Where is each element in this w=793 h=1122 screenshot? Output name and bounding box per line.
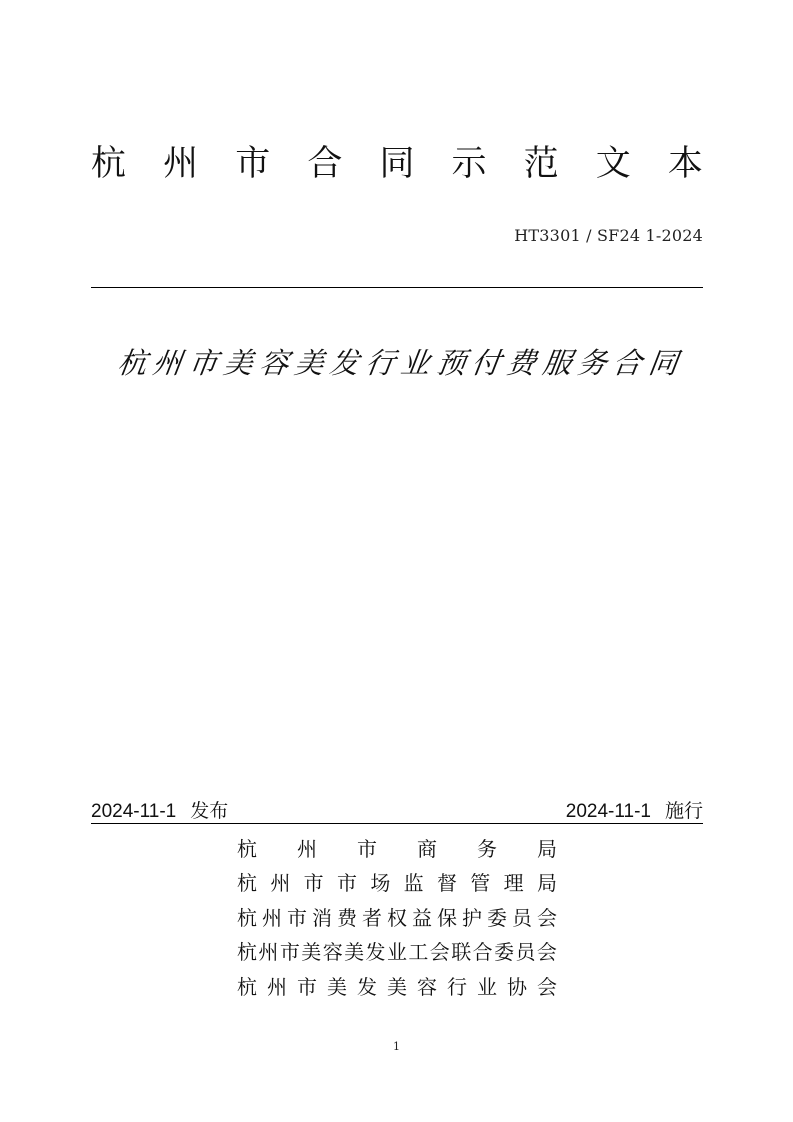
- publish-date: 2024-11-1: [91, 801, 177, 822]
- glyph: 合: [472, 940, 493, 965]
- series-title: [91, 136, 703, 186]
- document-code: HT3301 / SF24 1-2024: [514, 226, 703, 245]
- glyph: 服: [540, 345, 574, 380]
- glyph: 委: [487, 905, 507, 930]
- glyph: 员: [512, 905, 532, 930]
- glyph: 美: [301, 940, 322, 965]
- glyph: 州: [267, 974, 287, 999]
- header-divider: [91, 287, 703, 288]
- glyph: 文: [595, 144, 631, 184]
- glyph: 者: [362, 905, 382, 930]
- glyph: 同: [646, 345, 681, 380]
- glyph: 付: [469, 345, 504, 380]
- glyph: 杭: [237, 905, 257, 930]
- glyph: 州: [270, 871, 291, 896]
- glyph: 会: [537, 974, 557, 999]
- glyph: 州: [258, 940, 279, 965]
- glyph: 容: [256, 345, 291, 380]
- glyph: 市: [235, 144, 271, 184]
- glyph: 杭: [115, 345, 150, 380]
- glyph: 督: [436, 871, 457, 896]
- glyph: 州: [262, 905, 282, 930]
- glyph: 美: [387, 974, 407, 999]
- glyph: 示: [451, 144, 487, 184]
- date-row: [91, 795, 703, 823]
- glyph: 预: [433, 345, 468, 380]
- glyph: 州: [150, 345, 185, 380]
- glyph: 杭: [237, 871, 257, 896]
- issuer-line: [237, 968, 557, 1003]
- issuer-line: [237, 934, 557, 969]
- glyph: 业: [477, 974, 497, 999]
- glyph: 发: [357, 974, 377, 999]
- glyph: 杭: [237, 940, 257, 965]
- glyph: 发: [327, 345, 362, 380]
- glyph: 护: [462, 905, 482, 930]
- glyph: 市: [186, 345, 220, 380]
- glyph: 范: [523, 144, 559, 184]
- glyph: 工: [408, 940, 429, 965]
- glyph: 会: [537, 905, 557, 930]
- glyph: 市: [357, 836, 377, 861]
- glyph: 市: [336, 871, 357, 896]
- glyph: 州: [163, 144, 199, 184]
- glyph: 本: [667, 144, 703, 184]
- glyph: 场: [370, 871, 391, 896]
- issuer-line: [237, 830, 557, 865]
- glyph: 美: [221, 345, 256, 380]
- effective-date: 2024-11-1: [565, 801, 651, 822]
- glyph: 会: [536, 940, 557, 965]
- date-divider: [91, 823, 703, 824]
- glyph: 联: [451, 940, 472, 965]
- glyph: 会: [429, 940, 450, 965]
- glyph: 业: [398, 345, 433, 380]
- glyph: 发: [365, 940, 386, 965]
- glyph: 杭: [237, 836, 257, 861]
- contract-title: [115, 336, 681, 386]
- glyph: 业: [386, 940, 407, 965]
- issuer-list: [237, 830, 557, 1003]
- glyph: 市: [287, 905, 307, 930]
- glyph: 消: [312, 905, 332, 930]
- glyph: 员: [515, 940, 536, 965]
- glyph: 益: [412, 905, 432, 930]
- glyph: 局: [537, 836, 557, 861]
- page-number: 1: [393, 1040, 400, 1053]
- publish-label: 发布: [190, 801, 229, 822]
- glyph: 杭: [91, 144, 127, 184]
- glyph: 合: [610, 345, 645, 380]
- glyph: 市: [279, 940, 300, 965]
- glyph: 州: [297, 836, 317, 861]
- glyph: 杭: [237, 974, 257, 999]
- effective-label: 施行: [664, 801, 703, 822]
- glyph: 合: [307, 144, 343, 184]
- effective-info: [566, 796, 703, 823]
- glyph: 协: [507, 974, 527, 999]
- glyph: 美: [327, 974, 347, 999]
- glyph: 市: [303, 871, 324, 896]
- glyph: 容: [322, 940, 343, 965]
- glyph: 行: [447, 974, 467, 999]
- glyph: 管: [470, 871, 491, 896]
- issuer-line: [237, 865, 557, 900]
- publish-info: [91, 796, 228, 823]
- glyph: 理: [503, 871, 524, 896]
- glyph: 美: [292, 345, 327, 380]
- glyph: 市: [297, 974, 317, 999]
- glyph: 保: [437, 905, 457, 930]
- glyph: 务: [575, 345, 610, 380]
- glyph: 费: [337, 905, 357, 930]
- issuer-line: [237, 899, 557, 934]
- glyph: 权: [387, 905, 407, 930]
- glyph: 委: [494, 940, 515, 965]
- glyph: 同: [379, 144, 415, 184]
- glyph: 行: [363, 345, 397, 380]
- glyph: 监: [403, 871, 424, 896]
- glyph: 局: [536, 871, 557, 896]
- glyph: 美: [344, 940, 365, 965]
- glyph: 容: [417, 974, 437, 999]
- glyph: 费: [504, 345, 539, 380]
- glyph: 务: [477, 836, 497, 861]
- glyph: 商: [417, 836, 437, 861]
